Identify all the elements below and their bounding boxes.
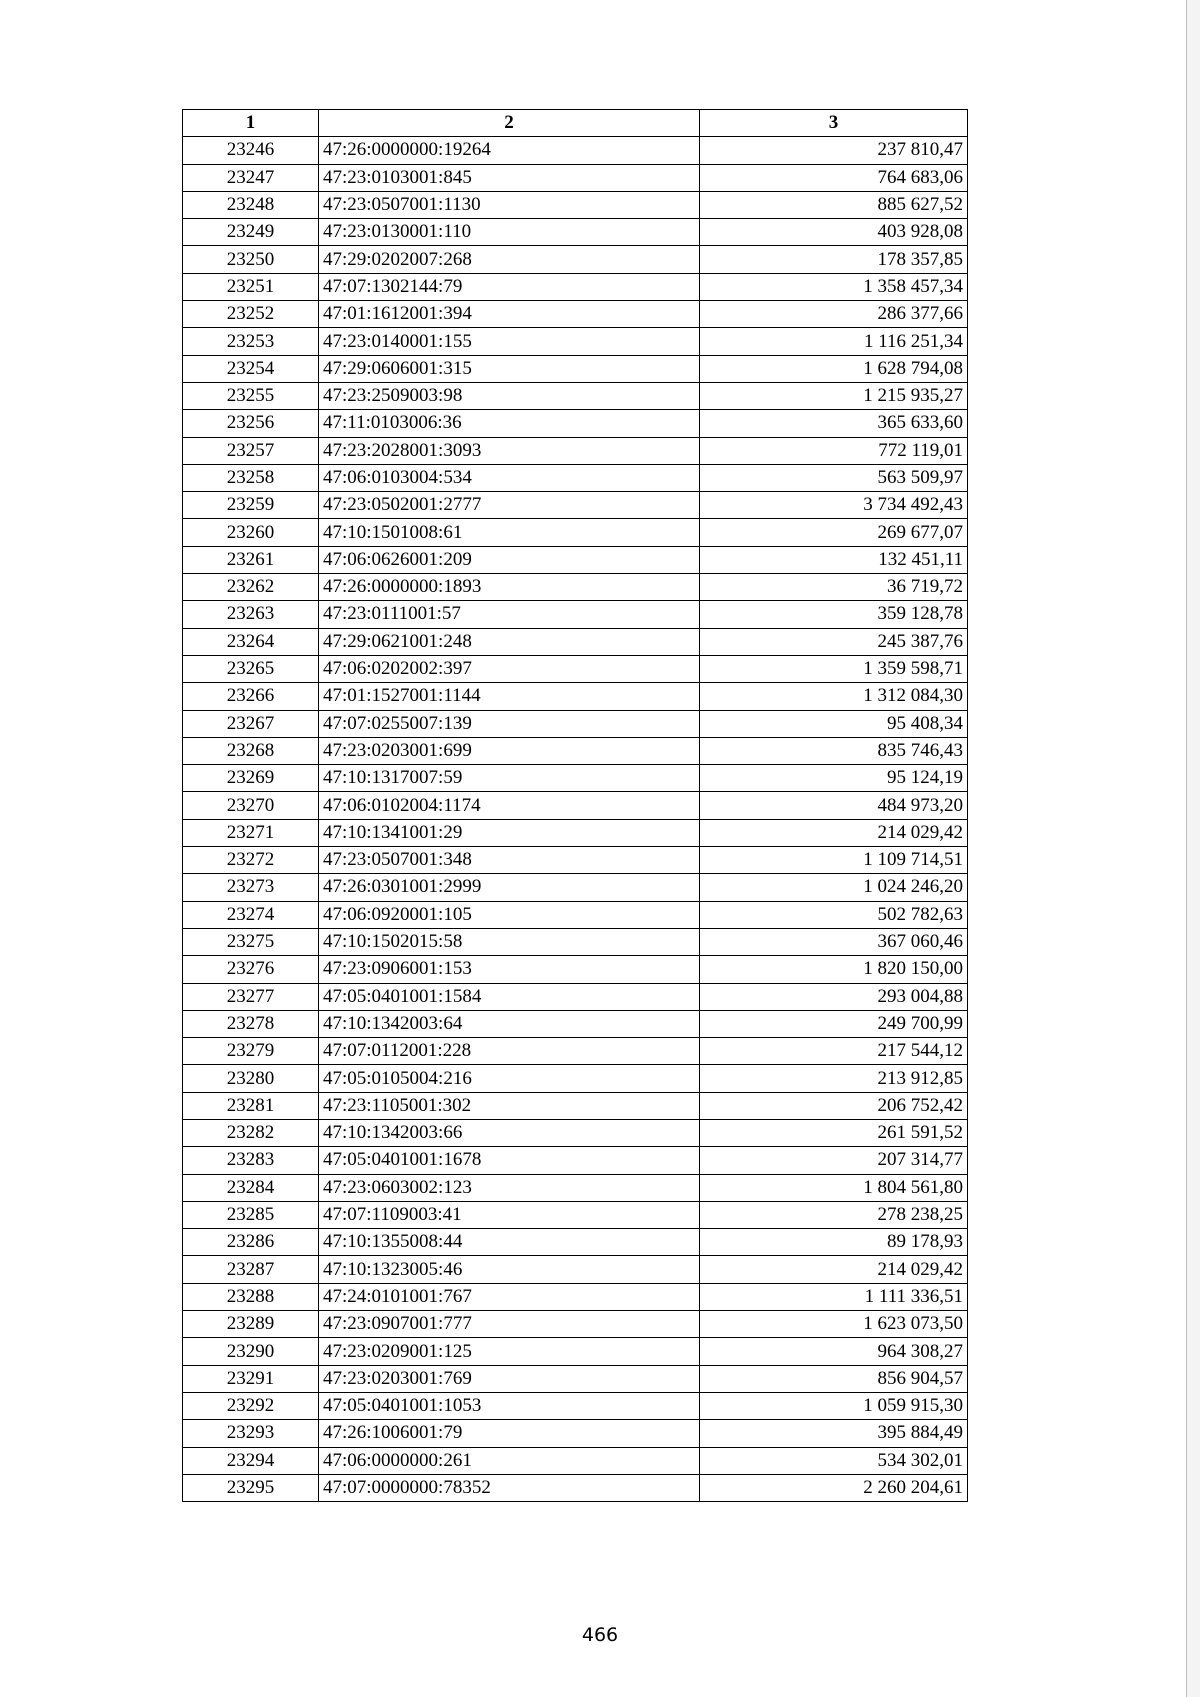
- cadastral-value-cell: 1 116 251,34: [700, 328, 968, 355]
- cadastral-number-cell: 47:23:0203001:769: [319, 1365, 700, 1392]
- table-row: [183, 1283, 968, 1310]
- row-number-cell: 23269: [183, 765, 319, 792]
- cadastral-number-cell: 47:26:0301001:2999: [319, 874, 700, 901]
- table-row: [183, 301, 968, 328]
- cadastral-value-cell: 772 119,01: [700, 437, 968, 464]
- cadastral-number-cell: 47:05:0401001:1678: [319, 1147, 700, 1174]
- cadastral-value-cell: 1 804 561,80: [700, 1174, 968, 1201]
- cadastral-value-cell: 964 308,27: [700, 1338, 968, 1365]
- row-number-cell: 23257: [183, 437, 319, 464]
- cadastral-number-cell: 47:07:0000000:78352: [319, 1474, 700, 1501]
- table-row: [183, 1092, 968, 1119]
- table-row: [183, 928, 968, 955]
- cadastral-number-cell: 47:11:0103006:36: [319, 410, 700, 437]
- table-row: [183, 655, 968, 682]
- table-body: [183, 137, 968, 1502]
- cadastral-value-cell: 249 700,99: [700, 1010, 968, 1037]
- table-row: [183, 328, 968, 355]
- cadastral-value-cell: 1 358 457,34: [700, 273, 968, 300]
- cadastral-value-cell: 563 509,97: [700, 464, 968, 491]
- cadastral-number-cell: 47:23:0140001:155: [319, 328, 700, 355]
- cadastral-value-cell: 764 683,06: [700, 164, 968, 191]
- table-row: [183, 1474, 968, 1501]
- cadastral-number-cell: 47:10:1342003:64: [319, 1010, 700, 1037]
- table-row: [183, 901, 968, 928]
- table-row: [183, 628, 968, 655]
- cadastral-number-cell: 47:23:0130001:110: [319, 219, 700, 246]
- cadastral-number-cell: 47:07:1109003:41: [319, 1201, 700, 1228]
- table-row: [183, 273, 968, 300]
- cadastral-value-cell: 36 719,72: [700, 574, 968, 601]
- table-row: [183, 1338, 968, 1365]
- cadastral-value-cell: 89 178,93: [700, 1229, 968, 1256]
- row-number-cell: 23256: [183, 410, 319, 437]
- cadastral-number-cell: 47:07:1302144:79: [319, 273, 700, 300]
- table-row: [183, 1256, 968, 1283]
- cadastral-number-cell: 47:10:1323005:46: [319, 1256, 700, 1283]
- row-number-cell: 23281: [183, 1092, 319, 1119]
- table-row: [183, 601, 968, 628]
- row-number-cell: 23270: [183, 792, 319, 819]
- row-number-cell: 23271: [183, 819, 319, 846]
- row-number-cell: 23250: [183, 246, 319, 273]
- table-row: [183, 1065, 968, 1092]
- cadastral-value-cell: 534 302,01: [700, 1447, 968, 1474]
- row-number-cell: 23246: [183, 137, 319, 164]
- row-number-cell: 23247: [183, 164, 319, 191]
- cadastral-value-cell: 217 544,12: [700, 1038, 968, 1065]
- row-number-cell: 23285: [183, 1201, 319, 1228]
- table-row: [183, 1229, 968, 1256]
- cadastral-value-cell: 269 677,07: [700, 519, 968, 546]
- row-number-cell: 23278: [183, 1010, 319, 1037]
- table-row: [183, 355, 968, 382]
- row-number-cell: 23279: [183, 1038, 319, 1065]
- table-row: [183, 137, 968, 164]
- cadastral-value-cell: 359 128,78: [700, 601, 968, 628]
- cadastral-number-cell: 47:23:0209001:125: [319, 1338, 700, 1365]
- cadastral-number-cell: 47:23:0502001:2777: [319, 492, 700, 519]
- column-header-2: 2: [319, 110, 700, 137]
- table-row: [183, 1447, 968, 1474]
- cadastral-value-cell: 132 451,11: [700, 546, 968, 573]
- row-number-cell: 23251: [183, 273, 319, 300]
- table-row: [183, 956, 968, 983]
- table-row: [183, 737, 968, 764]
- cadastral-number-cell: 47:26:0000000:1893: [319, 574, 700, 601]
- page-number: 466: [581, 1624, 619, 1646]
- row-number-cell: 23267: [183, 710, 319, 737]
- cadastral-value-cell: 245 387,76: [700, 628, 968, 655]
- row-number-cell: 23264: [183, 628, 319, 655]
- row-number-cell: 23288: [183, 1283, 319, 1310]
- row-number-cell: 23274: [183, 901, 319, 928]
- cadastral-value-cell: 1 024 246,20: [700, 874, 968, 901]
- cadastral-value-cell: 1 215 935,27: [700, 382, 968, 409]
- table-row: [183, 1038, 968, 1065]
- cadastral-number-cell: 47:06:0202002:397: [319, 655, 700, 682]
- cadastral-value-cell: 2 260 204,61: [700, 1474, 968, 1501]
- table-row: [183, 464, 968, 491]
- cadastral-value-cell: 3 734 492,43: [700, 492, 968, 519]
- row-number-cell: 23293: [183, 1420, 319, 1447]
- row-number-cell: 23290: [183, 1338, 319, 1365]
- row-number-cell: 23266: [183, 683, 319, 710]
- cadastral-value-cell: 835 746,43: [700, 737, 968, 764]
- cadastral-value-cell: 484 973,20: [700, 792, 968, 819]
- table-row: [183, 546, 968, 573]
- table-row: [183, 792, 968, 819]
- table-row: [183, 410, 968, 437]
- row-number-cell: 23265: [183, 655, 319, 682]
- row-number-cell: 23291: [183, 1365, 319, 1392]
- cadastral-number-cell: 47:10:1501008:61: [319, 519, 700, 546]
- cadastral-value-cell: 1 628 794,08: [700, 355, 968, 382]
- row-number-cell: 23294: [183, 1447, 319, 1474]
- row-number-cell: 23262: [183, 574, 319, 601]
- table-row: [183, 164, 968, 191]
- cadastral-number-cell: 47:05:0105004:216: [319, 1065, 700, 1092]
- row-number-cell: 23295: [183, 1474, 319, 1501]
- cadastral-number-cell: 47:24:0101001:767: [319, 1283, 700, 1310]
- cadastral-number-cell: 47:29:0606001:315: [319, 355, 700, 382]
- table-row: [183, 1311, 968, 1338]
- table-row: [183, 1119, 968, 1146]
- table-row: [183, 1010, 968, 1037]
- cadastral-number-cell: 47:06:0103004:534: [319, 464, 700, 491]
- cadastral-value-cell: 213 912,85: [700, 1065, 968, 1092]
- cadastral-value-cell: 365 633,60: [700, 410, 968, 437]
- cadastral-number-cell: 47:29:0202007:268: [319, 246, 700, 273]
- cadastral-value-cell: 237 810,47: [700, 137, 968, 164]
- cadastral-number-cell: 47:06:0626001:209: [319, 546, 700, 573]
- table-row: [183, 219, 968, 246]
- table-row: [183, 246, 968, 273]
- cadastral-value-cell: 1 623 073,50: [700, 1311, 968, 1338]
- cadastral-value-cell: 278 238,25: [700, 1201, 968, 1228]
- table-row: [183, 983, 968, 1010]
- cadastral-value-cell: 502 782,63: [700, 901, 968, 928]
- row-number-cell: 23249: [183, 219, 319, 246]
- row-number-cell: 23273: [183, 874, 319, 901]
- cadastral-number-cell: 47:23:0603002:123: [319, 1174, 700, 1201]
- row-number-cell: 23276: [183, 956, 319, 983]
- table-row: [183, 847, 968, 874]
- cadastral-value-cell: 178 357,85: [700, 246, 968, 273]
- row-number-cell: 23280: [183, 1065, 319, 1092]
- row-number-cell: 23252: [183, 301, 319, 328]
- row-number-cell: 23260: [183, 519, 319, 546]
- table-row: [183, 1392, 968, 1419]
- cadastral-value-cell: 214 029,42: [700, 1256, 968, 1283]
- row-number-cell: 23284: [183, 1174, 319, 1201]
- cadastral-number-cell: 47:10:1342003:66: [319, 1119, 700, 1146]
- cadastral-value-cell: 403 928,08: [700, 219, 968, 246]
- cadastral-value-cell: 1 820 150,00: [700, 956, 968, 983]
- cadastral-value-cell: 214 029,42: [700, 819, 968, 846]
- cadastral-number-cell: 47:10:1355008:44: [319, 1229, 700, 1256]
- cadastral-number-cell: 47:05:0401001:1053: [319, 1392, 700, 1419]
- row-number-cell: 23268: [183, 737, 319, 764]
- cadastral-value-cell: 1 111 336,51: [700, 1283, 968, 1310]
- cadastral-number-cell: 47:05:0401001:1584: [319, 983, 700, 1010]
- cadastral-number-cell: 47:29:0621001:248: [319, 628, 700, 655]
- cadastral-number-cell: 47:10:1502015:58: [319, 928, 700, 955]
- table-row: [183, 1147, 968, 1174]
- cadastral-value-cell: 95 408,34: [700, 710, 968, 737]
- table-row: [183, 492, 968, 519]
- row-number-cell: 23263: [183, 601, 319, 628]
- cadastral-number-cell: 47:06:0102004:1174: [319, 792, 700, 819]
- cadastral-value-cell: 293 004,88: [700, 983, 968, 1010]
- page-edge: [1186, 0, 1200, 1697]
- cadastral-value-table: [182, 109, 968, 1502]
- cadastral-number-cell: 47:01:1612001:394: [319, 301, 700, 328]
- table-row: [183, 437, 968, 464]
- row-number-cell: 23248: [183, 191, 319, 218]
- cadastral-number-cell: 47:01:1527001:1144: [319, 683, 700, 710]
- cadastral-value-cell: 1 059 915,30: [700, 1392, 968, 1419]
- cadastral-number-cell: 47:23:0111001:57: [319, 601, 700, 628]
- cadastral-number-cell: 47:07:0255007:139: [319, 710, 700, 737]
- row-number-cell: 23261: [183, 546, 319, 573]
- cadastral-number-cell: 47:23:0507001:1130: [319, 191, 700, 218]
- cadastral-value-cell: 206 752,42: [700, 1092, 968, 1119]
- cadastral-value-cell: 395 884,49: [700, 1420, 968, 1447]
- table-row: [183, 1420, 968, 1447]
- cadastral-value-cell: 261 591,52: [700, 1119, 968, 1146]
- row-number-cell: 23258: [183, 464, 319, 491]
- cadastral-number-cell: 47:23:2028001:3093: [319, 437, 700, 464]
- row-number-cell: 23289: [183, 1311, 319, 1338]
- cadastral-value-cell: 1 359 598,71: [700, 655, 968, 682]
- row-number-cell: 23275: [183, 928, 319, 955]
- cadastral-number-cell: 47:23:2509003:98: [319, 382, 700, 409]
- row-number-cell: 23283: [183, 1147, 319, 1174]
- cadastral-number-cell: 47:07:0112001:228: [319, 1038, 700, 1065]
- table-row: [183, 191, 968, 218]
- cadastral-value-cell: 1 312 084,30: [700, 683, 968, 710]
- cadastral-value-cell: 367 060,46: [700, 928, 968, 955]
- row-number-cell: 23282: [183, 1119, 319, 1146]
- table-row: [183, 1365, 968, 1392]
- row-number-cell: 23292: [183, 1392, 319, 1419]
- cadastral-number-cell: 47:10:1341001:29: [319, 819, 700, 846]
- row-number-cell: 23287: [183, 1256, 319, 1283]
- row-number-cell: 23286: [183, 1229, 319, 1256]
- table-row: [183, 819, 968, 846]
- cadastral-value-cell: 885 627,52: [700, 191, 968, 218]
- cadastral-number-cell: 47:23:0906001:153: [319, 956, 700, 983]
- cadastral-number-cell: 47:26:0000000:19264: [319, 137, 700, 164]
- cadastral-value-cell: 95 124,19: [700, 765, 968, 792]
- table-row: [183, 1174, 968, 1201]
- table-header-row: [183, 110, 968, 137]
- table-row: [183, 1201, 968, 1228]
- table-row: [183, 574, 968, 601]
- table-row: [183, 710, 968, 737]
- column-header-1: 1: [183, 110, 319, 137]
- cadastral-number-cell: 47:23:1105001:302: [319, 1092, 700, 1119]
- row-number-cell: 23277: [183, 983, 319, 1010]
- cadastral-value-cell: 1 109 714,51: [700, 847, 968, 874]
- row-number-cell: 23253: [183, 328, 319, 355]
- cadastral-number-cell: 47:23:0507001:348: [319, 847, 700, 874]
- cadastral-number-cell: 47:23:0103001:845: [319, 164, 700, 191]
- cadastral-number-cell: 47:23:0203001:699: [319, 737, 700, 764]
- table-row: [183, 683, 968, 710]
- row-number-cell: 23254: [183, 355, 319, 382]
- row-number-cell: 23259: [183, 492, 319, 519]
- cadastral-number-cell: 47:26:1006001:79: [319, 1420, 700, 1447]
- column-header-3: 3: [700, 110, 968, 137]
- cadastral-number-cell: 47:23:0907001:777: [319, 1311, 700, 1338]
- table-row: [183, 519, 968, 546]
- row-number-cell: 23272: [183, 847, 319, 874]
- cadastral-value-cell: 207 314,77: [700, 1147, 968, 1174]
- table-row: [183, 382, 968, 409]
- table-row: [183, 874, 968, 901]
- cadastral-number-cell: 47:06:0000000:261: [319, 1447, 700, 1474]
- cadastral-number-cell: 47:06:0920001:105: [319, 901, 700, 928]
- cadastral-value-cell: 286 377,66: [700, 301, 968, 328]
- cadastral-number-cell: 47:10:1317007:59: [319, 765, 700, 792]
- cadastral-value-cell: 856 904,57: [700, 1365, 968, 1392]
- table-row: [183, 765, 968, 792]
- row-number-cell: 23255: [183, 382, 319, 409]
